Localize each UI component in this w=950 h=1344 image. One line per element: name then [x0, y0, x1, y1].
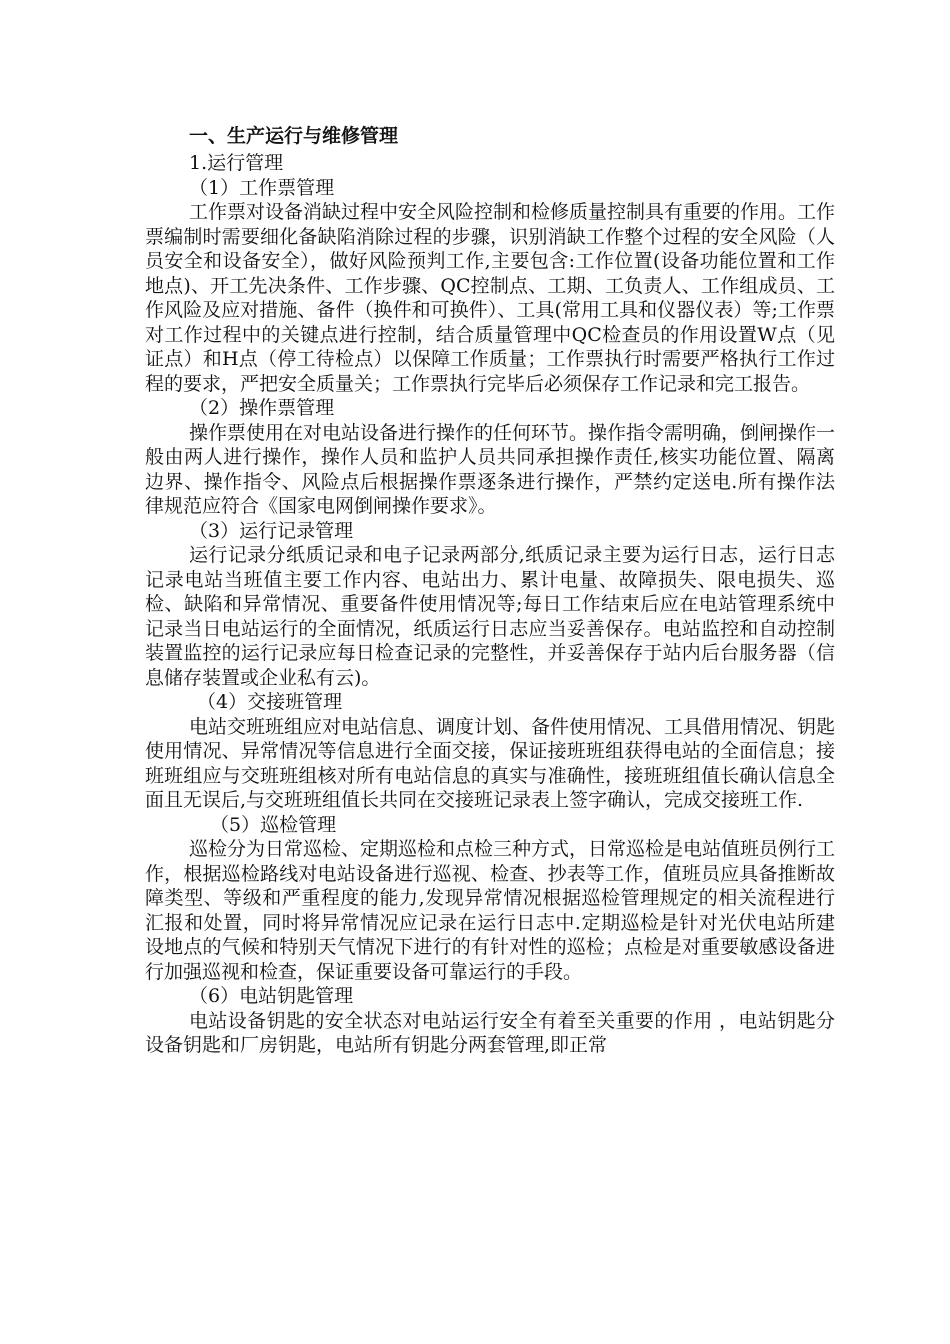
document-page: [145, 121, 835, 1058]
item-heading-inspection: （5）巡检管理: [210, 813, 337, 836]
subsection-title: 1.运行管理: [189, 152, 284, 174]
item-text-key-management: 电站设备钥匙的安全状态对电站运行安全有着至关重要的作用 ，电站钥匙分设备钥匙和厂房钥匙，电站所有钥匙分两套管理,即正常: [145, 1009, 835, 1056]
section-title: 一、生产运行与维修管理: [189, 125, 399, 147]
item-text-inspection: 巡检分为日常巡检、定期巡检和点检三种方式，日常巡检是电站值班员例行工作，根据巡检路线对电站设备进行巡视、检查、抄表等工作，值班员应具备推断故障类型、等级和严重程度的能力,发现异常情况根据巡检管理规定的相关流程进行汇报和处置，同时将异常情况应记录在运行日志中.定期巡检是针对光伏电站所建设地点的气候和特别天气情况下进行的有针对性的巡检；点检是对重要敏感设备进行加强巡视和检查，保证重要设备可靠运行的手段。: [145, 838, 836, 983]
item-text-operation-ticket: 操作票使用在对电站设备进行操作的任何环节。操作指令需明确，倒闸操作一般由两人进行操作，操作人员和监护人员共同承担操作责任,核实功能位置、隔离边界、操作指令、风险点后根据操作票逐条进行操作，严禁约定送电.所有操作法律规范应符合《国家电网倒闸操作要求》。: [145, 421, 836, 517]
item-text-shift-handover: 电站交班班组应对电站信息、调度计划、备件使用情况、工具借用情况、钥匙使用情况、异常情况等信息进行全面交接，保证接班班组获得电站的全面信息；接班班组应与交班班组核对所有电站信息的真实与准确性，接班班组值长确认信息全面且无误后,与交班班组值长共同在交接班记录表上签字确认，完成交接班工作.: [145, 715, 836, 811]
item-heading-key-management: （6）电站钥匙管理: [189, 985, 354, 1007]
item-text-work-ticket: 工作票对设备消缺过程中安全风险控制和检修质量控制具有重要的作用。工作票编制时需要细化备缺陷消除过程的步骤，识别消缺工作整个过程的安全风险（人员安全和设备安全），做好风险预判工作,主要包含:工作位置(设备功能位置和工作地点)、开工先决条件、工作步骤、QC控制点、工期、工负责人、工作组成员、工作风险及应对措施、备件（换件和可换件）、工具(常用工具和仪器仪表）等;工作票对工作过程中的关键点进行控制，结合质量管理中QC检查员的作用设置W点（见证点）和H点（停工待检点）以保障工作质量；工作票执行时需要严格执行工作过程的要求，严把安全质量关；工作票执行完毕后必须保存工作记录和完工报告。: [145, 201, 836, 395]
item-heading-shift-handover: （4）交接班管理: [197, 691, 343, 713]
item-heading-operation-ticket: （2）操作票管理: [189, 397, 335, 419]
item-text-run-record: 运行记录分纸质记录和电子记录两部分,纸质记录主要为运行日志，运行日志记录电站当班值主要工作内容、电站出力、累计电量、故障损失、限电损失、巡检、缺陷和异常情况、重要备件使用情况等;每日工作结束后应在电站管理系统中记录当日电站运行的全面情况，纸质运行日志应当妥善保存。电站监控和自动控制装置监控的运行记录应每日检查记录的完整性，并妥善保存于站内后台服务器（信息储存装置或企业私有云)。: [145, 544, 835, 689]
item-heading-run-record: （3）运行记录管理: [189, 519, 354, 542]
item-heading-work-ticket: （1）工作票管理: [189, 176, 335, 199]
